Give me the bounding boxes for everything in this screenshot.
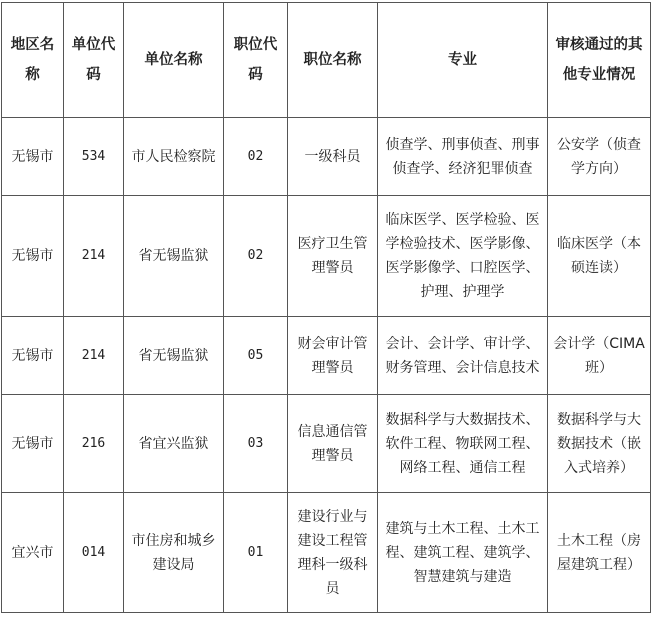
- cell-position-name: 医疗卫生管理警员: [288, 196, 378, 317]
- cell-other-major: 数据科学与大数据技术（嵌入式培养）: [548, 395, 651, 493]
- cell-position-code: 02: [224, 196, 288, 317]
- cell-position-name: 建设行业与建设工程管理科一级科员: [288, 493, 378, 613]
- header-position-name: 职位名称: [288, 3, 378, 118]
- cell-region: 无锡市: [2, 395, 64, 493]
- table-row: [2, 317, 651, 395]
- header-other-major: 审核通过的其他专业情况: [548, 3, 651, 118]
- cell-position-name: 一级科员: [288, 118, 378, 196]
- cell-major: 侦查学、刑事侦查、刑事侦查学、经济犯罪侦查: [378, 118, 548, 196]
- cell-region: 无锡市: [2, 118, 64, 196]
- cell-position-code: 01: [224, 493, 288, 613]
- table-row: [2, 118, 651, 196]
- cell-unit-code: 534: [64, 118, 124, 196]
- cell-other-major: 临床医学（本硕连读）: [548, 196, 651, 317]
- cell-other-major: 土木工程（房屋建筑工程）: [548, 493, 651, 613]
- cell-other-major: 会计学（CIMA班）: [548, 317, 651, 395]
- cell-position-name: 信息通信管理警员: [288, 395, 378, 493]
- header-row: [2, 3, 651, 118]
- cell-unit-code: 014: [64, 493, 124, 613]
- cell-unit-name: 市人民检察院: [124, 118, 224, 196]
- header-unit-name: 单位名称: [124, 3, 224, 118]
- table-row: [2, 493, 651, 613]
- cell-other-major: 公安学（侦查学方向）: [548, 118, 651, 196]
- cell-unit-code: 216: [64, 395, 124, 493]
- table-row: [2, 196, 651, 317]
- cell-unit-name: 省宜兴监狱: [124, 395, 224, 493]
- cell-major: 建筑与土木工程、土木工程、建筑工程、建筑学、智慧建筑与建造: [378, 493, 548, 613]
- cell-position-code: 03: [224, 395, 288, 493]
- header-position-code: 职位代码: [224, 3, 288, 118]
- cell-position-code: 05: [224, 317, 288, 395]
- cell-unit-name: 市住房和城乡建设局: [124, 493, 224, 613]
- cell-position-name: 财会审计管理警员: [288, 317, 378, 395]
- cell-unit-name: 省无锡监狱: [124, 196, 224, 317]
- cell-unit-code: 214: [64, 196, 124, 317]
- cell-major: 数据科学与大数据技术、软件工程、物联网工程、网络工程、通信工程: [378, 395, 548, 493]
- cell-region: 无锡市: [2, 196, 64, 317]
- positions-table: [1, 2, 651, 613]
- cell-position-code: 02: [224, 118, 288, 196]
- table-row: [2, 395, 651, 493]
- cell-major: 临床医学、医学检验、医学检验技术、医学影像、医学影像学、口腔医学、护理、护理学: [378, 196, 548, 317]
- cell-region: 无锡市: [2, 317, 64, 395]
- header-unit-code: 单位代码: [64, 3, 124, 118]
- cell-region: 宜兴市: [2, 493, 64, 613]
- header-region: 地区名称: [2, 3, 64, 118]
- cell-unit-name: 省无锡监狱: [124, 317, 224, 395]
- cell-major: 会计、会计学、审计学、财务管理、会计信息技术: [378, 317, 548, 395]
- header-major: 专业: [378, 3, 548, 118]
- cell-unit-code: 214: [64, 317, 124, 395]
